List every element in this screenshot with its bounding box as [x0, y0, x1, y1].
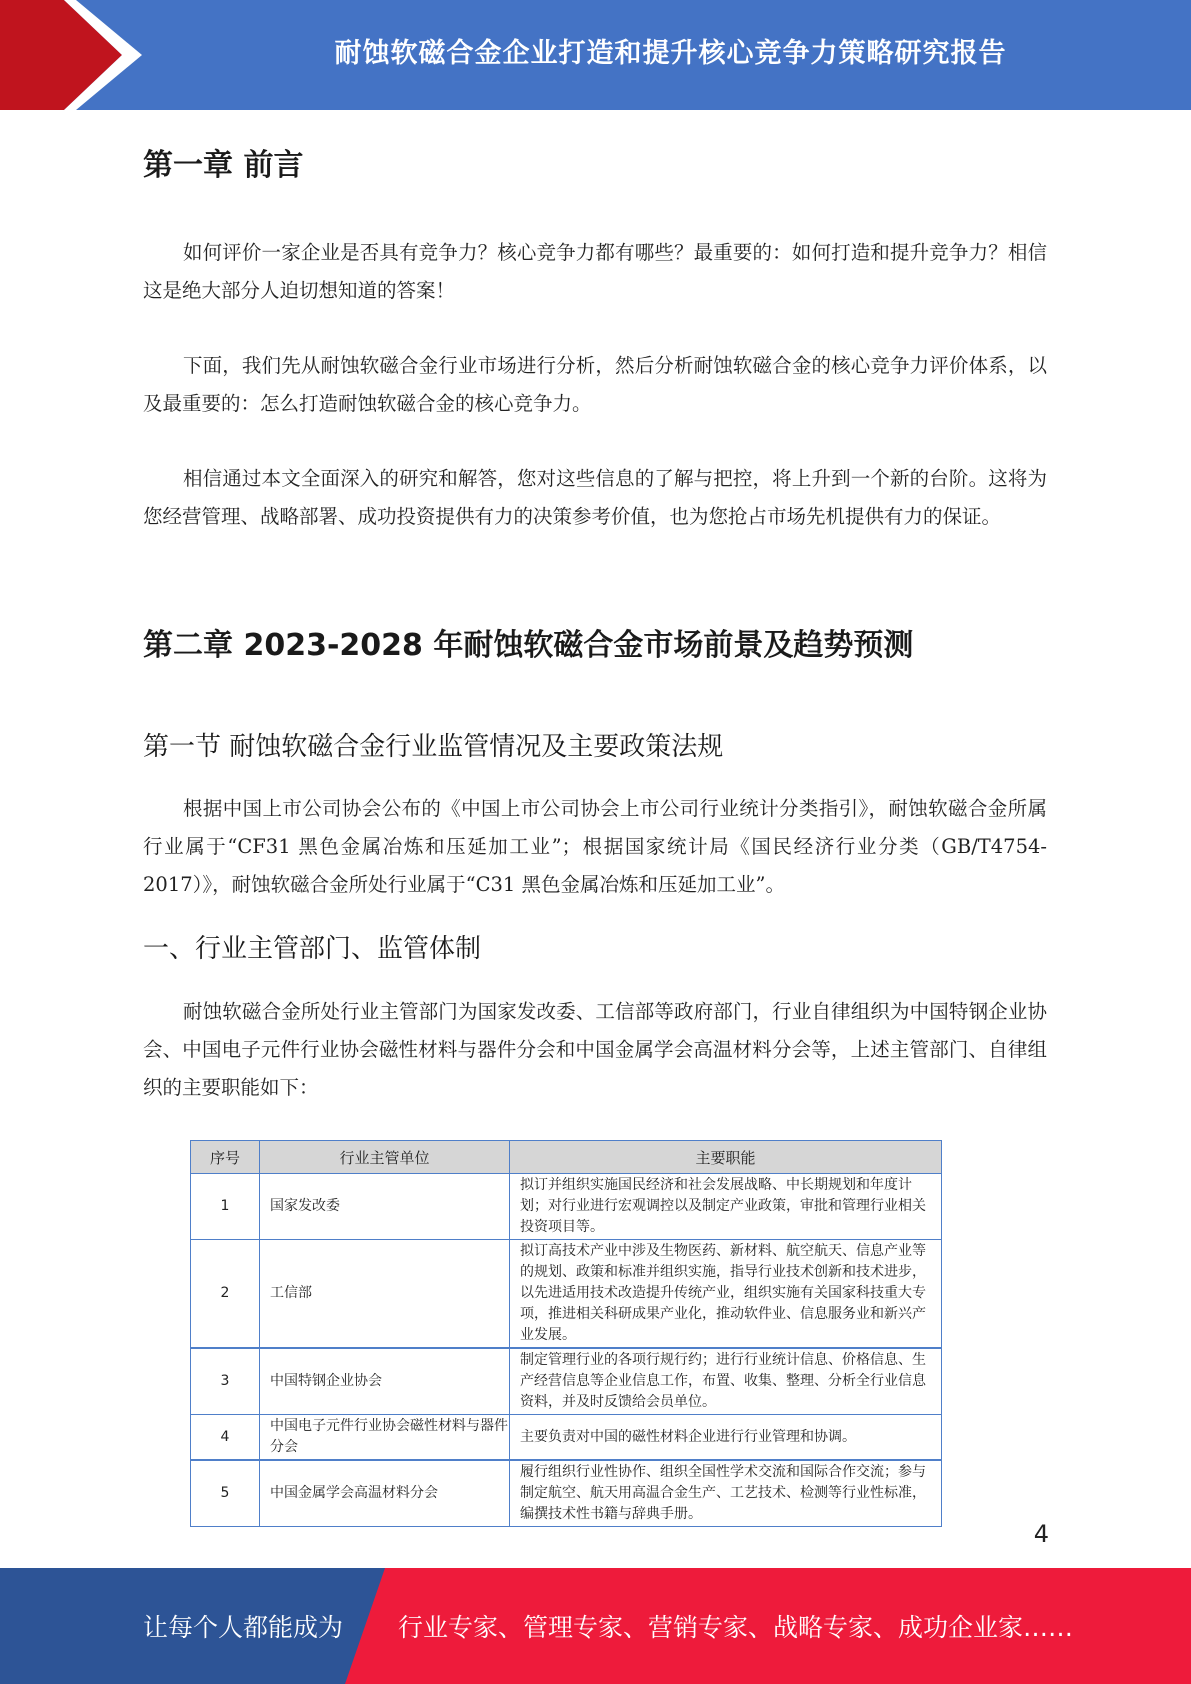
regulatory-table-container — [190, 1140, 942, 1527]
table-row — [191, 1460, 942, 1527]
chapter1-paragraph-3: 相信通过本文全面深入的研究和解答，您对这些信息的了解与把控，将上升到一个新的台阶。这将为您经营管理、战略部署、成功投资提供有力的决策参考价值，也为您抢占市场先机提供有力的保证。 — [143, 467, 1047, 528]
table-row — [191, 1348, 942, 1415]
subsection1-paragraph: 耐蚀软磁合金所处行业主管部门为国家发改委、工信部等政府部门，行业自律组织为中国特钢企业协会、中国电子元件行业协会磁性材料与器件分会和中国金属学会高温材料分会等，上述主管部门、自律组织的主要职能如下： — [143, 1000, 1047, 1099]
cell-no: 3 — [191, 1348, 260, 1415]
cell-duty: 主要负责对中国的磁性材料企业进行行业管理和协调。 — [510, 1415, 942, 1461]
chapter2-heading: 第二章 2023-2028 年耐蚀软磁合金市场前景及趋势预测 — [143, 628, 914, 663]
cell-unit: 国家发改委 — [260, 1174, 510, 1240]
chapter1-paragraph-1: 如何评价一家企业是否具有竞争力？核心竞争力都有哪些？最重要的：如何打造和提升竞争力？相信这是绝大部分人迫切想知道的答案！ — [143, 241, 1047, 302]
cell-duty: 履行组织行业性协作、组织全国性学术交流和国际合作交流；参与制定航空、航天用高温合金生产、工艺技术、检测等行业性标准，编撰技术性书籍与辞典手册。 — [510, 1460, 942, 1527]
footer-slogan-left: 让每个人都能成为 — [143, 1613, 344, 1642]
footer-slogan-right: 行业专家、管理专家、营销专家、战略专家、成功企业家…… — [398, 1613, 1074, 1642]
section1-heading: 第一节 耐蚀软磁合金行业监管情况及主要政策法规 — [143, 732, 724, 762]
table-header-row — [191, 1141, 942, 1174]
cell-unit: 工信部 — [260, 1240, 510, 1349]
cell-duty: 拟订并组织实施国民经济和社会发展战略、中长期规划和年度计划；对行业进行宏观调控以及制定产业政策，审批和管理行业相关投资项目等。 — [510, 1174, 942, 1240]
cell-no: 5 — [191, 1460, 260, 1527]
cell-no: 2 — [191, 1240, 260, 1349]
cell-unit: 中国金属学会高温材料分会 — [260, 1460, 510, 1527]
cell-no: 1 — [191, 1174, 260, 1240]
page-number: 4 — [1033, 1520, 1049, 1548]
table-header-duty: 主要职能 — [510, 1141, 942, 1174]
table-header-no: 序号 — [191, 1141, 260, 1174]
chapter1-heading: 第一章 前言 — [143, 148, 304, 183]
regulatory-table — [190, 1140, 942, 1527]
table-row — [191, 1240, 942, 1349]
cell-unit: 中国电子元件行业协会磁性材料与器件分会 — [260, 1415, 510, 1461]
table-row — [191, 1415, 942, 1461]
header-red-chevron — [0, 0, 122, 110]
table-header-unit: 行业主管单位 — [260, 1141, 510, 1174]
table-row — [191, 1174, 942, 1240]
subsection1-heading: 一、行业主管部门、监管体制 — [143, 934, 482, 964]
cell-duty: 拟订高技术产业中涉及生物医药、新材料、航空航天、信息产业等的规划、政策和标准并组织实施，指导行业技术创新和技术进步，以先进适用技术改造提升传统产业，组织实施有关国家科技重大专项，推进相关科研成果产业化，推动软件业、信息服务业和新兴产业发展。 — [510, 1240, 942, 1349]
cell-duty: 制定管理行业的各项行规行约；进行行业统计信息、价格信息、生产经营信息等企业信息工作，布置、收集、整理、分析全行业信息资料，并及时反馈给会员单位。 — [510, 1348, 942, 1415]
footer — [0, 1568, 1191, 1684]
cell-unit: 中国特钢企业协会 — [260, 1348, 510, 1415]
header-arrow-decoration — [0, 0, 160, 110]
section1-paragraph: 根据中国上市公司协会公布的《中国上市公司协会上市公司行业统计分类指引》，耐蚀软磁合金所属行业属于“CF31 黑色金属冶炼和压延加工业”；根据国家统计局《国民经济行业分类（GB/T4754-2017）》，耐蚀软磁合金所处行业属于“C31 黑色金属冶炼和压延加工业”。 — [143, 797, 1047, 896]
cell-no: 4 — [191, 1415, 260, 1461]
report-title: 耐蚀软磁合金企业打造和提升核心竞争力策略研究报告 — [334, 37, 1007, 69]
chapter1-paragraph-2: 下面，我们先从耐蚀软磁合金行业市场进行分析，然后分析耐蚀软磁合金的核心竞争力评价体系，以及最重要的：怎么打造耐蚀软磁合金的核心竞争力。 — [143, 354, 1047, 415]
